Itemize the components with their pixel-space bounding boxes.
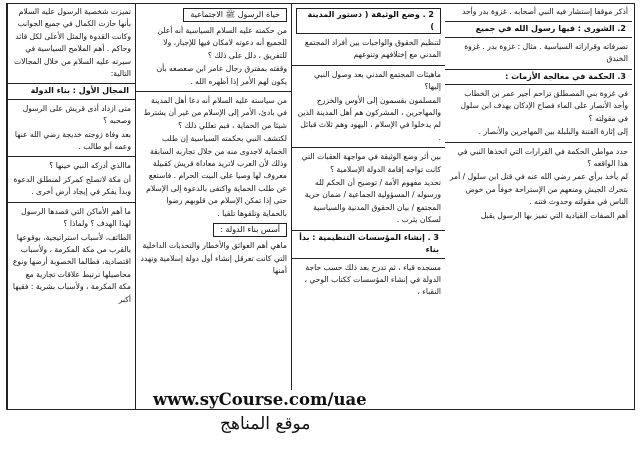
divider [292,65,445,66]
paragraph: وقفته بمفترق رجال عامر ابن صعصعه بأن يكون لهم الأمر إذا أظهره الله . [156,64,287,86]
divider [445,142,632,143]
question: متى ازداد أذى قريش على الرسول وصحبه ؟ [22,103,131,126]
question: بين أثر وضع الوثيقة في مواجهة العقبات التي كانت تواجه إقامة الدولة الإسلامية ؟ [301,152,441,174]
divider [136,91,291,92]
footer-site-name: موقع المناهج [220,414,311,434]
divider [292,147,445,148]
paragraph: لكتشف النبي بحكمته السياسية إن طلب الحماية لاجدوى منه من خلال تجاربه السابقة وذلك لأن العرب لاتريد معاداة قريش كقبيلة معروف لها وصيا على البيت الحرام . فاستعع عن طلب الحماية واكتفى بالدعوة إلى الإسلام حتى إذا تمكن الإسلام من قلوبهم رضوا بالحماية وتلقوها تلقيا . [146,134,287,218]
heading-shura: 2. الشورى : فيها رسول الله في جميع [445,21,632,37]
question: حدد مواطن الحكمة في القرارات التي اتخذها النبي في هذا الواقعه ؟ [457,146,628,169]
section-title-state-foundations: أسس بناء الدولة : [213,223,287,237]
column-charter [291,4,445,409]
watermark-url: www.syCourse.com/uae [150,390,370,409]
paragraph: في غزوة بني المصطلق تزاحم أجير عمر بن الخطاب وأحد الأنصار على الماء فصاح الإدكان يهدف ابن سلول في مقولته ؟ [460,89,628,123]
column-social-life [135,4,291,409]
answer: المسلمون بقسمون إلى الأوس والخزرج والمهاجرين ، المشركون هم أهل المدينة الذين لم يدخلوا في الإسلام ، اليهود وهم ثلاث قبائل . [297,95,441,142]
section-title-state-building: المجال الأول : بناء الدولة [8,83,135,99]
divider [8,202,135,203]
paragraph: من حكمته عليه السلام السياسية أنه أعلن للجميع أنه دعوته لامكان فيها للإجبار، ولا للتفريق ، دلل على ذلك ؟ [157,26,287,60]
answer: الطائف، لأسباب استراتيجية، بوقوعها بالقرب من مكة المكرمة ، ولأسباب اقتصادية، فطالما الخصوبة أرضها ونوع محاصيلها ترتبط علاقات تجارية مع مكة المكرمة ، ولأسباب بشرية : فقيها أكبر [12,232,131,304]
paragraph: إلى إثارة الفتنة والبلبلة بين المهاجرين والأنصار . [478,127,628,137]
paragraph: أذكر موقفا إستشار فيه النبي أصحابه . غزوة بدر وأحد [461,7,628,16]
heading-charter: 2 . وضع الوثيقة ( دستور المدينة ) [296,8,441,34]
question: ماالذي أدركه النبي حينها ؟ [49,161,131,171]
paragraph: من سياسته عليه السلام أنه دعا أهل المدينة في بادئ، الأمر إلى الإسلام من غير أن يشترط شيئا من الحماية ، فبم تعللي ذلك ؟ [143,96,287,130]
paragraph: لتنظيم الحقوق والواجبات بين أفراد المجتمع المدني مع إختلافهم وتنوعهم [304,38,441,60]
answer: أن مكة لاتصلح كمركز لمنطلق الدعوة وبدأ يفكر في إيجاد أرض أخرى . [13,174,131,197]
heading-crisis-wisdom: 3. الحكمة في معالجة الأزمات : [445,69,632,85]
worksheet [6,3,635,410]
paragraph: تصرفاته وقراراته السياسية . مثال : غزوة بدر . غزوة الخندق [464,41,628,64]
intro-paragraph: تميزت شخصية الرسول عليه السلام بأنها حازت الكمال في جميع الجوانب وكانت القدوة والمثل الأعلى لكل قائد وحاكم . أهم الملامح السياسية في سيرته عليه السلام من خلال المجالات التالية: [13,7,131,79]
question: ما أهم الأماكن التي قصدها الرسول لهذا الهدف ؟ ولماذا ؟ [21,206,131,229]
paragraph: مسجده قباء ، ثم تدرج بعد ذلك حسب حاجة الدولة في إنشاء المؤسسات ككتاب الوحي ، النقباء ، [304,262,441,297]
answer: تحديد مفهوم الأمة / توضيح أن الحكم لله ورسوله / المسؤولية الجماعية / ضمان حرية المجتمع / بيان الحقوق المدنية والسياسية لسكان يثرب . [304,178,441,225]
heading-institutions: 3 . إنشاء المؤسسات التنظيمية : بدأ بناء [292,230,445,259]
divider [8,156,135,157]
section-title-social-life: حياة الرسول ﷺ الاجتماعية [183,8,287,22]
paragraph: أهم الصفات القيادية التي تميز بها الرسول يقبل [480,210,628,220]
column-consultation [445,4,632,409]
question: ماهيئات المجتمع المدني بعد وصول النبي إليها؟ [314,69,441,92]
column-state-building [7,4,135,409]
answer: لم يأخذ برأي عمر رضي الله عنه في قتل ابن سلول / أمر بتحرك الجيش ومنعهم من الإستراحة خوفاً من خوض الناس في مقولته وحدوث فتنه . [449,172,628,207]
answer: بعد وفاة زوجته خديجة رضي الله عنها وعمه أبو طالب . [14,129,131,152]
paragraph: ماهي أهم العوائق والأخطار والتحديات الداخلية التي كانت تعرقل إنشاء أول دولة إسلامية وتهدد أمنها [140,241,287,275]
